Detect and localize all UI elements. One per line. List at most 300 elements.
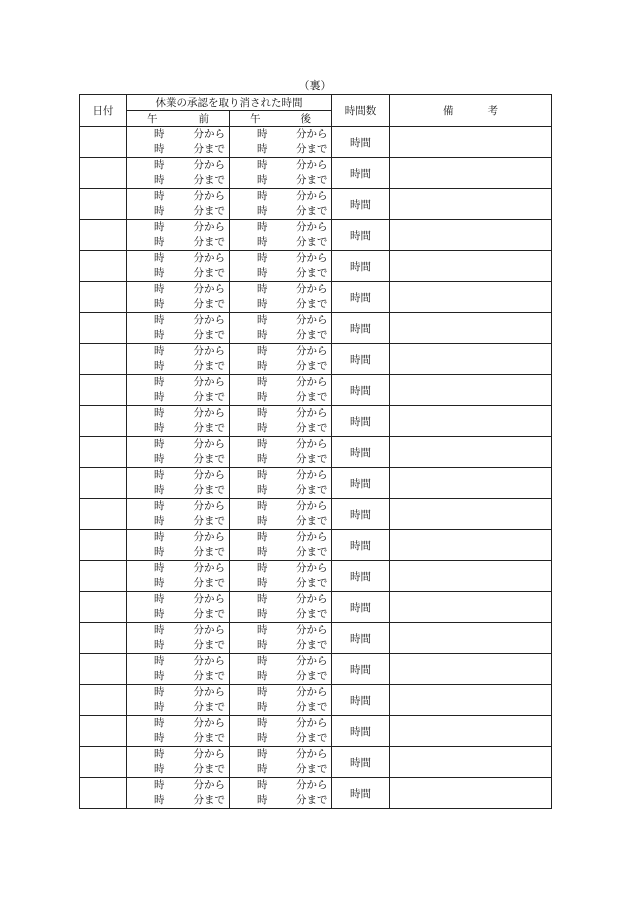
pm-until-hour: 時 <box>257 360 268 372</box>
am-time-cell[interactable] <box>127 158 230 189</box>
am-time-cell[interactable] <box>127 375 230 406</box>
pm-until-hour: 時 <box>257 236 268 248</box>
pm-from-minute: 分から <box>295 686 328 698</box>
pm-until-hour: 時 <box>257 143 268 155</box>
hours-unit: 時間 <box>350 477 371 490</box>
am-until-minute: 分まで <box>193 329 225 341</box>
pm-time-cell[interactable] <box>230 561 332 592</box>
hours-unit: 時間 <box>350 725 371 738</box>
table-row <box>80 313 552 344</box>
table-row <box>80 344 552 375</box>
am-from-hour: 時 <box>154 655 165 667</box>
pm-until-minute: 分まで <box>295 546 328 558</box>
table-row <box>80 158 552 189</box>
pm-until-hour: 時 <box>257 639 268 651</box>
am-until-minute: 分まで <box>193 391 225 403</box>
date-cell[interactable] <box>80 499 127 530</box>
hours-cell[interactable] <box>332 282 390 313</box>
pm-until-hour: 時 <box>257 484 268 496</box>
am-from-hour: 時 <box>154 593 165 605</box>
am-until-hour: 時 <box>154 422 165 434</box>
pm-from-minute: 分から <box>295 190 328 202</box>
am-from-hour: 時 <box>154 748 165 760</box>
hours-cell[interactable] <box>332 716 390 747</box>
am-from-minute: 分から <box>193 562 225 574</box>
am-until-minute: 分まで <box>193 453 225 465</box>
pm-until-hour: 時 <box>257 670 268 682</box>
am-until-minute: 分まで <box>193 484 225 496</box>
hours-unit: 時間 <box>350 415 371 428</box>
hours-cell[interactable] <box>332 747 390 778</box>
remarks-cell[interactable] <box>390 623 552 654</box>
am-from-minute: 分から <box>193 221 225 233</box>
pm-until-hour: 時 <box>257 422 268 434</box>
pm-until-minute: 分まで <box>295 639 328 651</box>
pm-time-cell[interactable] <box>230 189 332 220</box>
remarks-header-left: 備 <box>443 105 454 117</box>
pm-until-minute: 分まで <box>295 143 328 155</box>
pm-header-left: 午 <box>250 113 261 125</box>
pm-from-hour: 時 <box>257 128 268 140</box>
am-time-cell[interactable] <box>127 685 230 716</box>
pm-from-hour: 時 <box>257 252 268 264</box>
remarks-cell[interactable] <box>390 313 552 344</box>
pm-time-cell[interactable] <box>230 282 332 313</box>
am-from-hour: 時 <box>154 407 165 419</box>
am-until-hour: 時 <box>154 577 165 589</box>
pm-until-hour: 時 <box>257 608 268 620</box>
am-from-minute: 分から <box>193 283 225 295</box>
date-cell[interactable] <box>80 127 127 158</box>
pm-until-minute: 分まで <box>295 701 328 713</box>
date-cell[interactable] <box>80 592 127 623</box>
date-cell[interactable] <box>80 282 127 313</box>
pm-time-cell[interactable] <box>230 530 332 561</box>
am-from-minute: 分から <box>193 624 225 636</box>
am-from-hour: 時 <box>154 283 165 295</box>
hours-unit: 時間 <box>350 167 371 180</box>
pm-from-minute: 分から <box>295 314 328 326</box>
pm-from-minute: 分から <box>295 748 328 760</box>
pm-from-hour: 時 <box>257 469 268 481</box>
pm-time-cell[interactable] <box>230 747 332 778</box>
am-until-hour: 時 <box>154 794 165 806</box>
am-until-minute: 分まで <box>193 546 225 558</box>
date-cell[interactable] <box>80 685 127 716</box>
pm-from-hour: 時 <box>257 748 268 760</box>
pm-until-minute: 分まで <box>295 484 328 496</box>
table-row <box>80 499 552 530</box>
table-row <box>80 778 552 809</box>
date-cell[interactable] <box>80 747 127 778</box>
pm-until-hour: 時 <box>257 298 268 310</box>
am-until-minute: 分まで <box>193 577 225 589</box>
pm-from-minute: 分から <box>295 500 328 512</box>
pm-time-cell[interactable] <box>230 406 332 437</box>
table-row <box>80 654 552 685</box>
am-time-cell[interactable] <box>127 313 230 344</box>
date-cell[interactable] <box>80 189 127 220</box>
pm-time-cell[interactable] <box>230 778 332 809</box>
date-cell[interactable] <box>80 530 127 561</box>
am-until-hour: 時 <box>154 143 165 155</box>
pm-from-hour: 時 <box>257 593 268 605</box>
hours-unit: 時間 <box>350 136 371 149</box>
pm-from-hour: 時 <box>257 531 268 543</box>
pm-from-minute: 分から <box>295 593 328 605</box>
am-time-cell[interactable] <box>127 282 230 313</box>
am-from-hour: 時 <box>154 686 165 698</box>
pm-time-cell[interactable] <box>230 344 332 375</box>
am-time-cell[interactable] <box>127 654 230 685</box>
pm-time-cell[interactable] <box>230 220 332 251</box>
am-time-cell[interactable] <box>127 747 230 778</box>
table-row <box>80 251 552 282</box>
remarks-cell[interactable] <box>390 406 552 437</box>
am-time-cell[interactable] <box>127 623 230 654</box>
am-until-hour: 時 <box>154 670 165 682</box>
date-cell[interactable] <box>80 251 127 282</box>
date-cell[interactable] <box>80 778 127 809</box>
am-until-minute: 分まで <box>193 267 225 279</box>
hours-cell[interactable] <box>332 468 390 499</box>
am-until-hour: 時 <box>154 360 165 372</box>
hours-cell[interactable] <box>332 220 390 251</box>
pm-until-hour: 時 <box>257 732 268 744</box>
am-from-minute: 分から <box>193 128 225 140</box>
am-until-hour: 時 <box>154 391 165 403</box>
hours-cell[interactable] <box>332 189 390 220</box>
am-from-minute: 分から <box>193 655 225 667</box>
table-row <box>80 592 552 623</box>
pm-until-minute: 分まで <box>295 391 328 403</box>
am-from-minute: 分から <box>193 376 225 388</box>
table-row <box>80 375 552 406</box>
am-until-minute: 分まで <box>193 515 225 527</box>
hours-cell[interactable] <box>332 592 390 623</box>
am-from-hour: 時 <box>154 624 165 636</box>
table-row <box>80 716 552 747</box>
pm-until-minute: 分まで <box>295 577 328 589</box>
am-from-minute: 分から <box>193 469 225 481</box>
pm-from-hour: 時 <box>257 624 268 636</box>
hours-cell[interactable] <box>332 406 390 437</box>
pm-from-hour: 時 <box>257 779 268 791</box>
hours-unit: 時間 <box>350 446 371 459</box>
remarks-cell[interactable] <box>390 437 552 468</box>
pm-time-cell[interactable] <box>230 685 332 716</box>
pm-until-hour: 時 <box>257 546 268 558</box>
hours-cell[interactable] <box>332 654 390 685</box>
am-time-cell[interactable] <box>127 592 230 623</box>
am-until-minute: 分まで <box>193 422 225 434</box>
am-until-hour: 時 <box>154 701 165 713</box>
pm-until-minute: 分まで <box>295 515 328 527</box>
pm-until-hour: 時 <box>257 763 268 775</box>
remarks-cell[interactable] <box>390 592 552 623</box>
remarks-cell[interactable] <box>390 468 552 499</box>
am-until-hour: 時 <box>154 763 165 775</box>
am-from-hour: 時 <box>154 314 165 326</box>
am-from-minute: 分から <box>193 314 225 326</box>
hours-cell[interactable] <box>332 530 390 561</box>
pm-until-hour: 時 <box>257 391 268 403</box>
am-until-hour: 時 <box>154 329 165 341</box>
am-time-cell[interactable] <box>127 499 230 530</box>
am-until-hour: 時 <box>154 267 165 279</box>
pm-time-cell[interactable] <box>230 158 332 189</box>
table-row <box>80 530 552 561</box>
am-time-cell[interactable] <box>127 189 230 220</box>
am-time-cell[interactable] <box>127 406 230 437</box>
remarks-header <box>390 95 552 127</box>
hours-unit: 時間 <box>350 694 371 707</box>
pm-time-cell[interactable] <box>230 592 332 623</box>
am-from-minute: 分から <box>193 686 225 698</box>
am-until-hour: 時 <box>154 515 165 527</box>
am-from-minute: 分から <box>193 531 225 543</box>
pm-from-minute: 分から <box>295 159 328 171</box>
remarks-cell[interactable] <box>390 654 552 685</box>
remarks-cell[interactable] <box>390 220 552 251</box>
remarks-cell[interactable] <box>390 375 552 406</box>
am-until-minute: 分まで <box>193 174 225 186</box>
am-from-minute: 分から <box>193 779 225 791</box>
hours-cell[interactable] <box>332 685 390 716</box>
am-time-cell[interactable] <box>127 127 230 158</box>
date-cell[interactable] <box>80 561 127 592</box>
am-time-cell[interactable] <box>127 437 230 468</box>
pm-from-hour: 時 <box>257 190 268 202</box>
hours-unit: 時間 <box>350 539 371 552</box>
remarks-header-right: 考 <box>487 105 498 117</box>
am-from-hour: 時 <box>154 779 165 791</box>
am-time-cell[interactable] <box>127 561 230 592</box>
am-until-minute: 分まで <box>193 205 225 217</box>
am-time-cell[interactable] <box>127 344 230 375</box>
hours-unit: 時間 <box>350 756 371 769</box>
am-header-left: 午 <box>147 113 158 125</box>
date-header: 日付 <box>80 95 127 127</box>
remarks-cell[interactable] <box>390 561 552 592</box>
pm-until-hour: 時 <box>257 515 268 527</box>
am-time-cell[interactable] <box>127 468 230 499</box>
pm-from-minute: 分から <box>295 376 328 388</box>
am-until-minute: 分まで <box>193 236 225 248</box>
hours-unit: 時間 <box>350 198 371 211</box>
am-time-cell[interactable] <box>127 251 230 282</box>
am-from-hour: 時 <box>154 128 165 140</box>
pm-until-minute: 分まで <box>295 360 328 372</box>
pm-until-hour: 時 <box>257 329 268 341</box>
hours-unit: 時間 <box>350 291 371 304</box>
hours-cell[interactable] <box>332 313 390 344</box>
am-from-minute: 分から <box>193 500 225 512</box>
table-row <box>80 282 552 313</box>
pm-until-minute: 分まで <box>295 670 328 682</box>
am-time-cell[interactable] <box>127 778 230 809</box>
pm-until-minute: 分まで <box>295 329 328 341</box>
pm-from-minute: 分から <box>295 531 328 543</box>
pm-from-minute: 分から <box>295 221 328 233</box>
pm-until-hour: 時 <box>257 577 268 589</box>
am-until-minute: 分まで <box>193 794 225 806</box>
date-cell[interactable] <box>80 220 127 251</box>
am-time-cell[interactable] <box>127 716 230 747</box>
table-row <box>80 685 552 716</box>
date-cell[interactable] <box>80 344 127 375</box>
date-cell[interactable] <box>80 158 127 189</box>
pm-until-hour: 時 <box>257 267 268 279</box>
pm-until-hour: 時 <box>257 174 268 186</box>
am-from-hour: 時 <box>154 376 165 388</box>
pm-from-minute: 分から <box>295 252 328 264</box>
hours-cell[interactable] <box>332 437 390 468</box>
pm-from-hour: 時 <box>257 345 268 357</box>
table-row <box>80 468 552 499</box>
pm-until-minute: 分まで <box>295 794 328 806</box>
pm-until-minute: 分まで <box>295 236 328 248</box>
pm-time-cell[interactable] <box>230 716 332 747</box>
remarks-cell[interactable] <box>390 685 552 716</box>
pm-from-hour: 時 <box>257 283 268 295</box>
hours-cell[interactable] <box>332 158 390 189</box>
remarks-cell[interactable] <box>390 530 552 561</box>
am-time-cell[interactable] <box>127 220 230 251</box>
remarks-cell[interactable] <box>390 716 552 747</box>
remarks-cell[interactable] <box>390 189 552 220</box>
pm-from-minute: 分から <box>295 438 328 450</box>
remarks-cell[interactable] <box>390 282 552 313</box>
am-from-hour: 時 <box>154 717 165 729</box>
pm-from-minute: 分から <box>295 469 328 481</box>
am-from-minute: 分から <box>193 748 225 760</box>
am-until-minute: 分まで <box>193 360 225 372</box>
date-cell[interactable] <box>80 716 127 747</box>
remarks-cell[interactable] <box>390 251 552 282</box>
pm-from-hour: 時 <box>257 500 268 512</box>
pm-from-hour: 時 <box>257 407 268 419</box>
hours-cell[interactable] <box>332 344 390 375</box>
am-from-minute: 分から <box>193 438 225 450</box>
remarks-cell[interactable] <box>390 747 552 778</box>
am-until-hour: 時 <box>154 608 165 620</box>
hours-cell[interactable] <box>332 561 390 592</box>
pm-from-minute: 分から <box>295 345 328 357</box>
pm-until-hour: 時 <box>257 701 268 713</box>
am-until-minute: 分まで <box>193 298 225 310</box>
pm-from-minute: 分から <box>295 624 328 636</box>
cancelled-leave-table <box>79 94 552 809</box>
pm-until-minute: 分まで <box>295 763 328 775</box>
am-time-cell[interactable] <box>127 530 230 561</box>
table-row <box>80 220 552 251</box>
pm-time-cell[interactable] <box>230 468 332 499</box>
pm-time-cell[interactable] <box>230 623 332 654</box>
pm-time-cell[interactable] <box>230 654 332 685</box>
hours-cell[interactable] <box>332 127 390 158</box>
hours-unit: 時間 <box>350 601 371 614</box>
am-until-hour: 時 <box>154 298 165 310</box>
table-row <box>80 437 552 468</box>
am-from-hour: 時 <box>154 159 165 171</box>
pm-from-hour: 時 <box>257 314 268 326</box>
pm-from-minute: 分から <box>295 128 328 140</box>
date-cell[interactable] <box>80 623 127 654</box>
remarks-cell[interactable] <box>390 158 552 189</box>
pm-until-minute: 分まで <box>295 608 328 620</box>
pm-time-cell[interactable] <box>230 499 332 530</box>
am-until-hour: 時 <box>154 546 165 558</box>
hours-unit: 時間 <box>350 384 371 397</box>
date-cell[interactable] <box>80 437 127 468</box>
hours-cell[interactable] <box>332 499 390 530</box>
remarks-cell[interactable] <box>390 127 552 158</box>
pm-time-cell[interactable] <box>230 251 332 282</box>
am-from-minute: 分から <box>193 407 225 419</box>
date-cell[interactable] <box>80 468 127 499</box>
pm-from-minute: 分から <box>295 717 328 729</box>
am-until-hour: 時 <box>154 732 165 744</box>
am-until-hour: 時 <box>154 484 165 496</box>
am-until-hour: 時 <box>154 639 165 651</box>
pm-time-cell[interactable] <box>230 375 332 406</box>
pm-from-minute: 分から <box>295 779 328 791</box>
pm-time-cell[interactable] <box>230 437 332 468</box>
hours-unit: 時間 <box>350 570 371 583</box>
pm-time-cell[interactable] <box>230 313 332 344</box>
hours-cell[interactable] <box>332 375 390 406</box>
remarks-cell[interactable] <box>390 344 552 375</box>
pm-until-minute: 分まで <box>295 422 328 434</box>
hours-cell[interactable] <box>332 251 390 282</box>
table-row <box>80 127 552 158</box>
pm-time-cell[interactable] <box>230 127 332 158</box>
am-until-minute: 分まで <box>193 639 225 651</box>
pm-until-minute: 分まで <box>295 267 328 279</box>
am-until-hour: 時 <box>154 174 165 186</box>
pm-until-minute: 分まで <box>295 453 328 465</box>
am-until-minute: 分まで <box>193 143 225 155</box>
am-until-minute: 分まで <box>193 701 225 713</box>
date-cell[interactable] <box>80 654 127 685</box>
page-side-label: （裏） <box>298 79 332 92</box>
pm-from-minute: 分から <box>295 655 328 667</box>
pm-from-hour: 時 <box>257 686 268 698</box>
am-from-hour: 時 <box>154 469 165 481</box>
pm-from-hour: 時 <box>257 438 268 450</box>
date-cell[interactable] <box>80 406 127 437</box>
am-from-minute: 分から <box>193 252 225 264</box>
am-until-minute: 分まで <box>193 608 225 620</box>
pm-header-right: 後 <box>300 113 311 125</box>
hours-cell[interactable] <box>332 778 390 809</box>
am-from-hour: 時 <box>154 221 165 233</box>
date-cell[interactable] <box>80 313 127 344</box>
date-cell[interactable] <box>80 375 127 406</box>
am-until-hour: 時 <box>154 205 165 217</box>
hours-unit: 時間 <box>350 229 371 242</box>
remarks-cell[interactable] <box>390 499 552 530</box>
am-from-minute: 分から <box>193 717 225 729</box>
am-from-hour: 時 <box>154 252 165 264</box>
table-row <box>80 623 552 654</box>
pm-until-hour: 時 <box>257 453 268 465</box>
pm-from-hour: 時 <box>257 562 268 574</box>
remarks-cell[interactable] <box>390 778 552 809</box>
am-from-hour: 時 <box>154 531 165 543</box>
hours-cell[interactable] <box>332 623 390 654</box>
